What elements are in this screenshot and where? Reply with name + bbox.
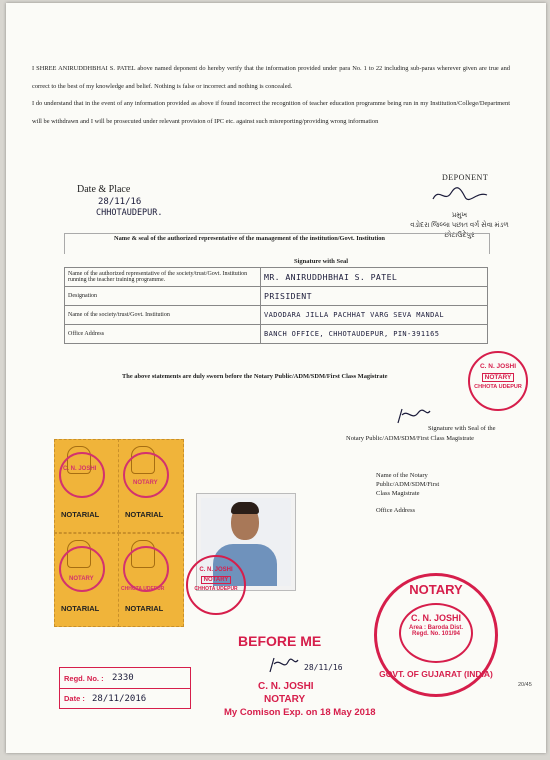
notary-sig-label: Signature with Seal of the xyxy=(428,425,496,432)
before-me-signature xyxy=(266,654,300,676)
notary-round-seal xyxy=(374,573,498,697)
place-value: CHHOTAUDEPUR. xyxy=(96,208,163,218)
row-label-address: Office Address xyxy=(65,325,261,344)
stamp-label: NOTARIAL xyxy=(61,510,100,519)
commission-expiry: My Comison Exp. on 18 May 2018 xyxy=(224,707,376,718)
small-seal-title: NOTARY xyxy=(482,373,515,382)
stamp-seal-place: CHHOTA UDEPUR xyxy=(121,586,165,592)
stamp-seal-sub: NOTARY xyxy=(69,576,94,582)
notarial-stamp xyxy=(54,439,120,533)
row-value-name: MR. ANIRUDDHBHAI S. PATEL xyxy=(261,268,488,287)
register-date-value: 28/11/2016 xyxy=(92,693,147,704)
deponent-label: DEPONENT xyxy=(442,173,489,182)
photo-hair xyxy=(231,502,259,514)
row-label-name: Name of the authorized representative of the society/trust/Govt. Institution running the teacher training programme. xyxy=(65,268,261,287)
notary-name-line3: Class Magistrate xyxy=(376,490,420,497)
stamp-label: NOTARIAL xyxy=(125,510,164,519)
row-label-designation: Designation xyxy=(65,287,261,306)
affidavit-page xyxy=(6,3,546,753)
photo-seal-title: NOTARY xyxy=(201,576,232,584)
regd-label: Regd. No. : xyxy=(64,673,104,683)
table-row xyxy=(65,306,488,325)
seal-ring-icon xyxy=(123,452,169,498)
row-value-designation: PRISIDENT xyxy=(261,287,488,306)
stamp-label: NOTARIAL xyxy=(125,604,164,613)
page-number: 20/45 xyxy=(518,682,532,688)
deponent-stamp-line1: પ્રમુખ xyxy=(451,211,468,219)
stamp-seal-text: C. N. JOSHI xyxy=(63,466,97,472)
before-me-title: BEFORE ME xyxy=(238,633,322,649)
photo-seal-name: C. N. JOSHI xyxy=(199,567,233,573)
date-row xyxy=(60,689,190,708)
register-date-label: Date : xyxy=(64,694,85,703)
notary-name-line1: Name of the Notary xyxy=(376,472,428,479)
register-box xyxy=(59,667,191,709)
stamp-label: NOTARIAL xyxy=(61,604,100,613)
notarial-stamp xyxy=(118,533,184,627)
before-me-date: 28/11/16 xyxy=(304,663,343,672)
declaration-para-1: I SHREE ANIRUDDHBHAI S. PATEL above named deponent do hereby verify that the information provided under para No. 1 to 22 including sub-paras wherever given are true and correct to the best of my knowledge and belief. Nothing is false or incorrect and nothing is concealed. xyxy=(32,65,510,90)
stamp-seal-sub: NOTARY xyxy=(133,480,158,486)
table-row xyxy=(65,325,488,344)
date-value: 28/11/16 xyxy=(98,197,142,207)
deponent-stamp-line2: વડોદરા જિલ્લા પછાત વર્ગ સેવા મંડળ xyxy=(410,221,509,229)
declaration-text xyxy=(32,60,510,130)
deponent-stamp-line3: છોટાઉદેપુર xyxy=(444,231,475,239)
signature-seal-label: Signature with Seal xyxy=(294,258,349,265)
row-label-society: Name of the society/trust/Govt. Institution xyxy=(65,306,261,325)
row-value-address: BANCH OFFICE, CHHOTAUDEPUR, PIN-391165 xyxy=(261,325,488,344)
notary-signature xyxy=(394,405,434,427)
row-value-society: VADODARA JILLA PACHHAT VARG SEVA MANDAL xyxy=(261,306,488,325)
big-seal-inner xyxy=(399,603,473,663)
table-border-top xyxy=(64,233,490,254)
sworn-statement: The above statements are duly sworn before the Notary Public/ADM/SDM/First Class Magistrate xyxy=(122,373,388,380)
notary-name-line2: Public/ADM/SDM/First xyxy=(376,481,440,488)
small-seal-place: CHHOTA UDEPUR xyxy=(474,384,522,390)
notarial-stamp xyxy=(118,439,184,533)
small-notary-seal xyxy=(468,351,528,411)
before-me-role: NOTARY xyxy=(264,694,306,705)
regd-value: 2330 xyxy=(112,673,134,683)
photo-seal-place: CHHOTA UDEPUR xyxy=(194,586,238,592)
before-me-name: C. N. JOSHI xyxy=(258,681,314,692)
table-row xyxy=(65,268,488,287)
deponent-signature xyxy=(431,185,491,205)
photo-notary-seal xyxy=(186,555,246,615)
small-seal-name: C. N. JOSHI xyxy=(479,363,517,370)
seal-ring-icon xyxy=(59,452,105,498)
big-seal-top: NOTARY xyxy=(409,582,463,597)
date-place-label: Date & Place xyxy=(77,184,131,195)
notary-sig-label-2: Notary Public/ADM/SDM/First Class Magistrate xyxy=(346,435,475,442)
table-row xyxy=(65,287,488,306)
seal-ring-icon xyxy=(59,546,105,592)
declaration-para-2: I do understand that in the event of any information provided as above if found incorrect the recognition of teacher education programme being run in my Institution/College/Department will be withdrawn and I will be prosecuted under relevant provision of IPC etc. against such misreporting/providing wrong information xyxy=(32,100,510,125)
notary-name-block xyxy=(376,471,439,498)
table-heading: Name & seal of the authorized representative of the management of the institution/Govt. Institution xyxy=(114,235,385,242)
big-seal-area: Area : Baroda Dist. xyxy=(408,625,463,631)
big-seal-name: C. N. JOSHI xyxy=(410,613,461,623)
big-seal-regd: Regd. No. 101/94 xyxy=(411,631,461,637)
notarial-stamp xyxy=(54,533,120,627)
big-seal-bottom: GOVT. OF GUJARAT (INDIA) xyxy=(379,669,493,679)
regd-row xyxy=(60,668,190,689)
notary-office-address: Office Address xyxy=(376,507,416,514)
representative-table xyxy=(64,267,488,344)
